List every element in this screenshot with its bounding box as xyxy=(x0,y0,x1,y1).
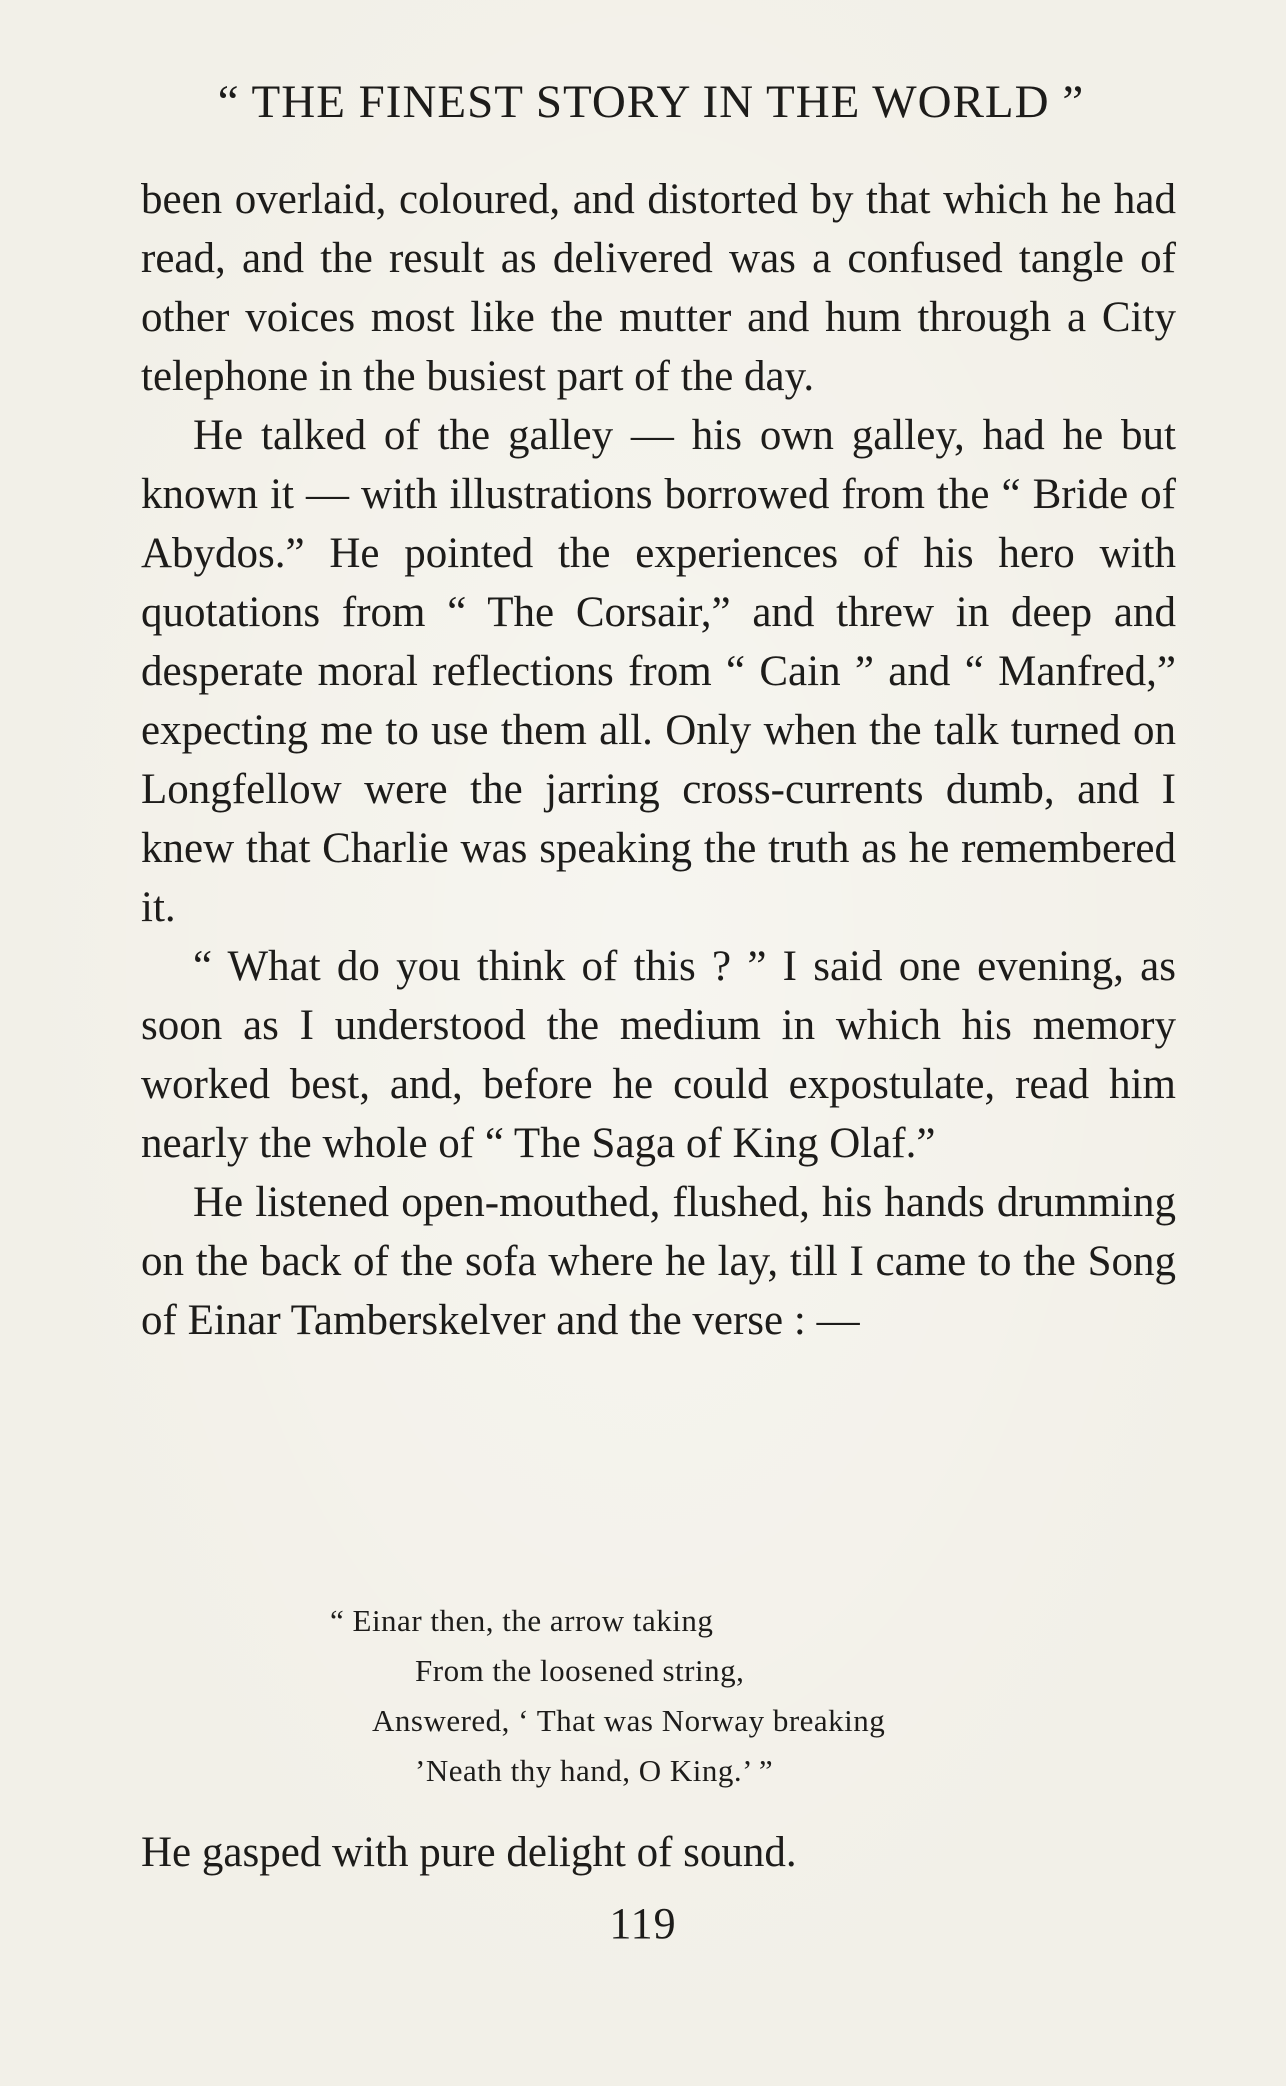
running-head: “ THE FINEST STORY IN THE WORLD ” xyxy=(217,76,1085,128)
paragraph-saga: “ What do you think of this ? ” I said one evening, as soon as I understood the medium in which his memory worked best, and, before he could expostulate, read him nearly the whole of “ The Saga of King Olaf.” xyxy=(141,943,1176,1167)
paragraph-galley: He talked of the galley — his own galley, had he but known it — with illustrations borrowed from the “ Bride of Abydos.” He pointed the experiences of his hero with quotations from “ The Corsair,” and threw in deep and desperate moral reflections from “ Cain ” and “ Manfred,” expecting me to use them all. Only when the talk turned on Longfellow were the jarring cross-currents dumb, and I knew that Charlie was speaking the truth as he remembered it. xyxy=(141,412,1176,931)
paragraph-listened: He listened open-mouthed, flushed, his hands drumming on the back of the sofa where he lay, till I came to the Song of Einar Tamberskelver and the verse : — xyxy=(141,1179,1176,1344)
closing-line: He gasped with pure delight of sound. xyxy=(141,1829,797,1876)
verse-line: From the loosened string, xyxy=(415,1653,745,1688)
verse-line: ’Neath thy hand, O King.’ ” xyxy=(415,1753,774,1788)
verse-line: “ Einar then, the arrow taking xyxy=(330,1603,714,1638)
verse-quotation xyxy=(330,1596,1150,1796)
page-number: 119 xyxy=(609,1899,677,1948)
verse-line: Answered, ‘ That was Norway breaking xyxy=(372,1703,886,1738)
paragraph-continuation: been overlaid, coloured, and distorted by that which he had read, and the result as delivered was a confused tangle of other voices most like the mutter and hum through a City telephone in the busiest part of the day. xyxy=(141,176,1176,400)
body-text xyxy=(141,170,1176,1350)
